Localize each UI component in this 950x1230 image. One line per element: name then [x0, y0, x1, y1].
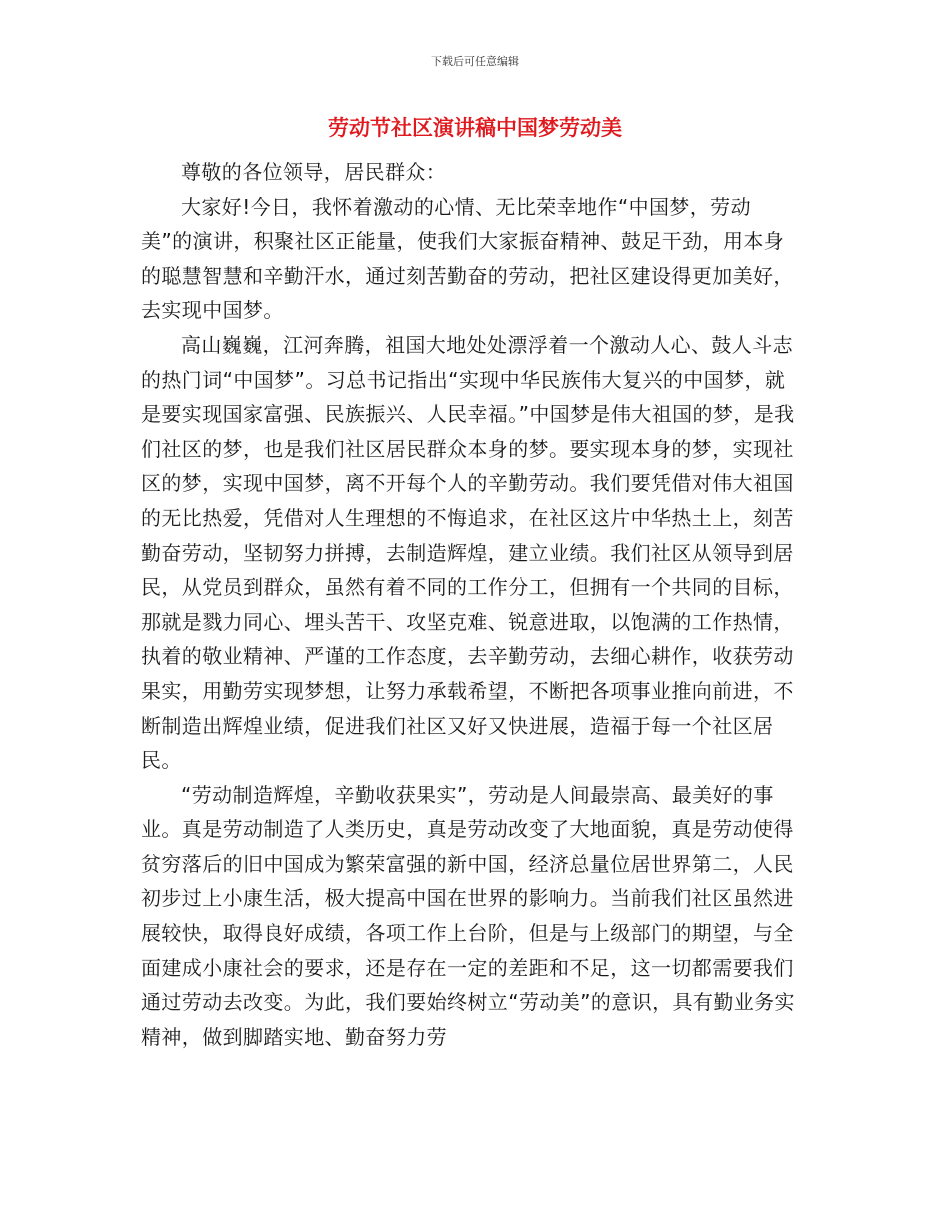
body-paragraph: “劳动制造辉煌，辛勤收获果实”，劳动是人间最崇高、最美好的事业。真是劳动制造了人类历史，真是劳动改变了大地面貌，真是劳动使得贫穷落后的旧中国成为繁荣富强的新中国，经济总量位居世界第二，人民初步过上小康生活，极大提高中国在世界的影响力。当前我们社区虽然进展较快，取得良好成绩，各项工作上台阶，但是与上级部门的期望，与全面建成小康社会的要求，还是存在一定的差距和不足，这一切都需要我们通过劳动去改变。为此，我们要始终树立“劳动美”的意识，具有勤业务实精神，做到脚踏实地、勤奋努力劳 [141, 782, 795, 1049]
document-body [141, 155, 801, 1054]
header-note: 下载后可任意编辑 [431, 55, 519, 68]
document-title: 劳动节社区演讲稿中国梦劳动美 [328, 116, 622, 140]
salutation-paragraph: 尊敬的各位领导，居民群众： [181, 160, 447, 184]
body-paragraph: 高山巍巍，江河奔腾，祖国大地处处漂浮着一个激动人心、鼓人斗志的热门词“中国梦”。习总书记指出“实现中华民族伟大复兴的中国梦，就是要实现国家富强、民族振兴、人民幸福。”中国梦是伟大祖国的梦，是我们社区的梦，也是我们社区居民群众本身的梦。要实现本身的梦，实现社区的梦，实现中国梦，离不开每个人的辛勤劳动。我们要凭借对伟大祖国的无比热爱，凭借对人生理想的不悔追求，在社区这片中华热土上，刻苦勤奋劳动，坚韧努力拼搏，去制造辉煌，建立业绩。我们社区从领导到居民，从党员到群众，虽然有着不同的工作分工，但拥有一个共同的目标，那就是戮力同心、埋头苦干、攻坚克难、锐意进取，以饱满的工作热情，执着的敬业精神、严谨的工作态度，去辛勤劳动，去细心耕作，收获劳动果实，用勤劳实现梦想，让努力承载希望，不断把各项事业推向前进，不断制造出辉煌业绩，促进我们社区又好又快进展，造福于每一个社区居民。 [141, 332, 795, 773]
body-paragraph: 大家好!今日，我怀着激动的心情、无比荣幸地作“中国梦，劳动美”的演讲，积聚社区正能量，使我们大家振奋精神、鼓足干劲，用本身的聪慧智慧和辛勤汗水，通过刻苦勤奋的劳动，把社区建设得更加美好，去实现中国梦。 [141, 194, 794, 323]
